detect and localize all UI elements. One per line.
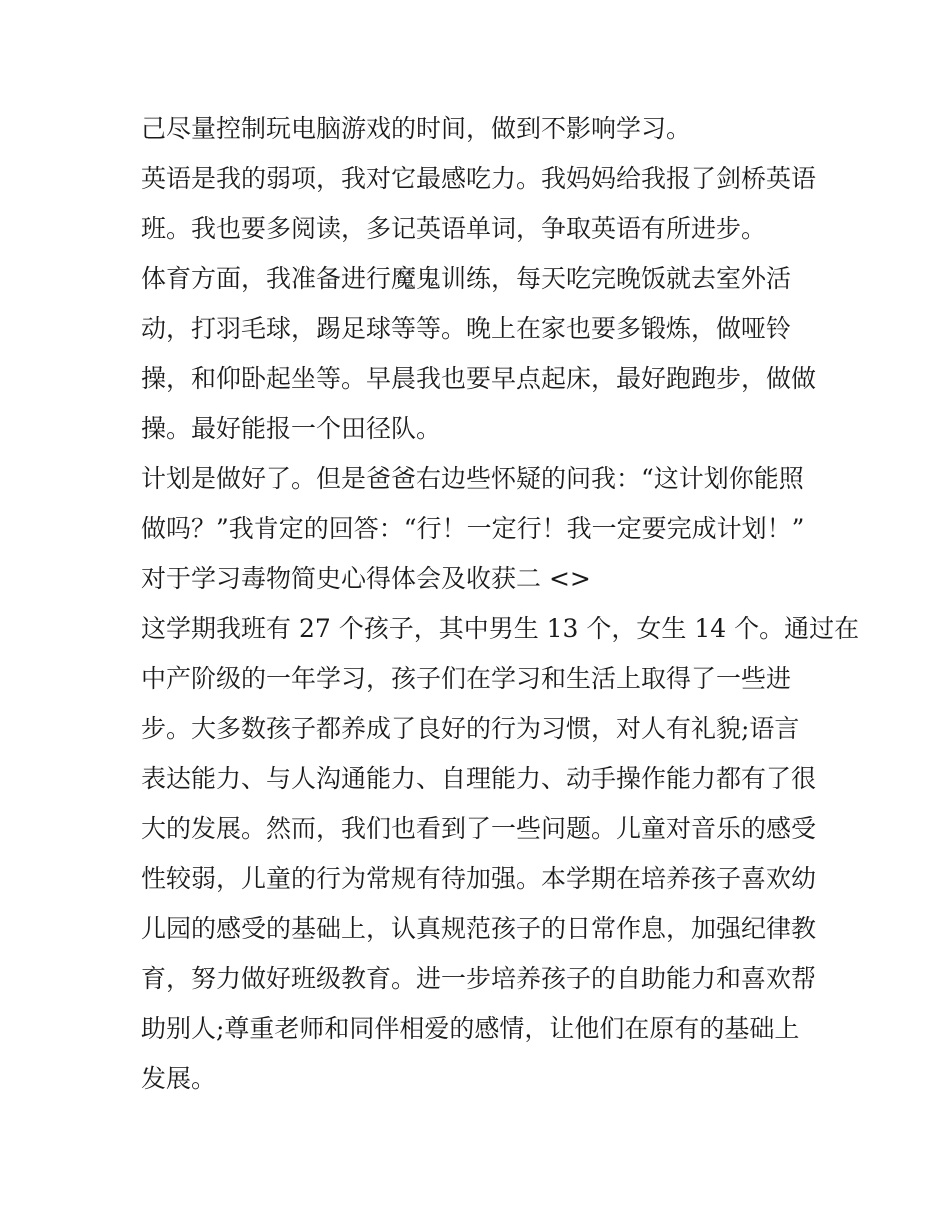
text-line: 大的发展。然而，我们也看到了一些问题。儿童对音乐的感受: [141, 814, 817, 843]
text-line: 体育方面，我准备进行魔鬼训练，每天吃完晚饭就去室外活: [141, 264, 792, 293]
paragraph-3: [141, 260, 821, 448]
text-line: 表达能力、与人沟通能力、自理能力、动手操作能力都有了很: [141, 764, 817, 793]
text-line: 做吗？”我肯定的回答：“行！一定行！我一定要完成计划！”: [141, 514, 805, 543]
text-line: 发展。: [141, 1064, 217, 1093]
text-line: 中产阶级的一年学习，孩子们在学习和生活上取得了一些进: [141, 664, 792, 693]
section-heading: 对于学习毒物简史心得体会及收获二 <>: [141, 564, 591, 593]
text-line: 步。大多数孩子都养成了良好的行为习惯，对人有礼貌;语言: [141, 714, 800, 743]
section-paragraph-1: [141, 610, 860, 1098]
text-line: 计划是做好了。但是爸爸右边些怀疑的问我：“这计划你能照: [141, 464, 804, 493]
paragraph-2: [141, 160, 821, 248]
paragraph-4: [141, 460, 821, 548]
text-line: 班。我也要多阅读，多记英语单词，争取英语有所进步。: [141, 214, 767, 243]
paragraph-1: [141, 110, 821, 148]
text-line: 动，打羽毛球，踢足球等等。晚上在家也要多锻炼，做哑铃: [141, 314, 792, 343]
text-line: 儿园的感受的基础上，认真规范孩子的日常作息，加强纪律教: [141, 914, 817, 943]
text-line: 育，努力做好班级教育。进一步培养孩子的自助能力和喜欢帮: [141, 964, 817, 993]
document-body: [141, 110, 860, 1110]
text-line: 性较弱，儿童的行为常规有待加强。本学期在培养孩子喜欢幼: [141, 864, 817, 893]
text-line: 操，和仰卧起坐等。早晨我也要早点起床，最好跑跑步，做做: [141, 364, 817, 393]
text-line: 操。最好能报一个田径队。: [141, 414, 442, 443]
text-line: 英语是我的弱项，我对它最感吃力。我妈妈给我报了剑桥英语: [141, 164, 817, 193]
text-line: 助别人;尊重老师和同伴相爱的感情，让他们在原有的基础上: [141, 1014, 800, 1043]
text-line: 这学期我班有 27 个孩子，其中男生 13 个，女生 14 个。通过在: [141, 614, 860, 643]
text-line: 己尽量控制玩电脑游戏的时间，做到不影响学习。: [141, 114, 692, 143]
